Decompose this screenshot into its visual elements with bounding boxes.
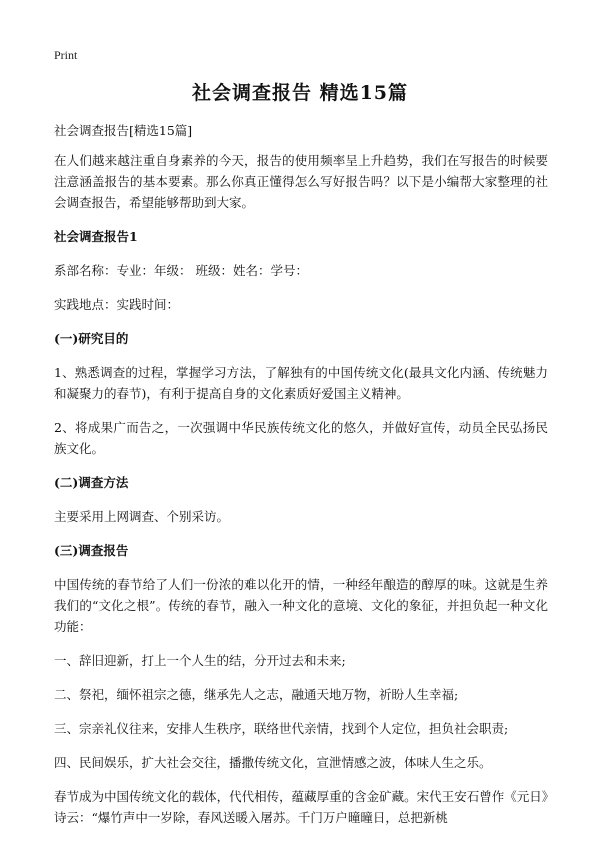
method-paragraph: 主要采用上网调查、个别采访。 bbox=[54, 509, 230, 524]
purpose-paragraph: 2、将成果广而告之，一次强调中华民族传统文化的悠久，并做好宣传，动员全民弘扬民族文化。 bbox=[54, 420, 548, 456]
document-body bbox=[54, 120, 548, 841]
function-item: 四、民间娱乐，扩大社会交往，播撒传统文化，宣泄情感之波，体味人生之乐。 bbox=[54, 755, 492, 770]
function-item: 三、宗亲礼仪往来，安排人生秩序，联络世代亲情，找到个人定位，担负社会职责; bbox=[54, 721, 509, 736]
info-line: 系部名称：专业：年级： 班级：姓名：学号： bbox=[54, 263, 308, 278]
function-item: 二、祭祀，缅怀祖宗之德，继承先人之志，融通天地万物，祈盼人生幸福; bbox=[54, 687, 459, 702]
report-heading: (三)调查报告 bbox=[54, 543, 129, 558]
intro-paragraph: 在人们越来越注重自身素养的今天，报告的使用频率呈上升趋势，我们在写报告的时候要注意涵盖报告的基本要素。那么你真正懂得怎么写好报告吗？以下是小编帮大家整理的社会调查报告，希望能够帮助到大家。 bbox=[54, 153, 548, 210]
print-label: Print bbox=[54, 48, 78, 62]
info-line: 实践地点：实践时间： bbox=[54, 297, 180, 312]
closing-paragraph: 春节成为中国传统文化的载体，代代相传，蕴藏厚重的含金矿藏。宋代王安石曾作《元日》诗云：“爆竹声中一岁除，春风送暖入屠苏。千门万户曈曈日，总把新桃 bbox=[54, 789, 548, 825]
function-item: 一、辞旧迎新，打上一个人生的结，分开过去和未来; bbox=[54, 653, 346, 668]
method-heading: (二)调查方法 bbox=[54, 475, 129, 490]
section-heading: 社会调查报告1 bbox=[54, 229, 138, 244]
report-paragraph: 中国传统的春节给了人们一份浓的难以化开的情，一种经年酿造的醇厚的味。这就是生养我们的“文化之根”。传统的春节，融入一种文化的意境、文化的象征，并担负起一种文化功能： bbox=[54, 577, 548, 634]
document-subtitle: 社会调查报告[精选15篇] bbox=[54, 123, 193, 138]
document-title: 社会调查报告 精选15篇 bbox=[191, 82, 409, 104]
purpose-heading: (一)研究目的 bbox=[54, 331, 129, 346]
purpose-paragraph: 1、熟悉调查的过程，掌握学习方法，了解独有的中国传统文化(最具文化内涵、传统魅力和凝聚力的春节)，有利于提高自身的文化素质好爱国主义精神。 bbox=[54, 365, 548, 401]
